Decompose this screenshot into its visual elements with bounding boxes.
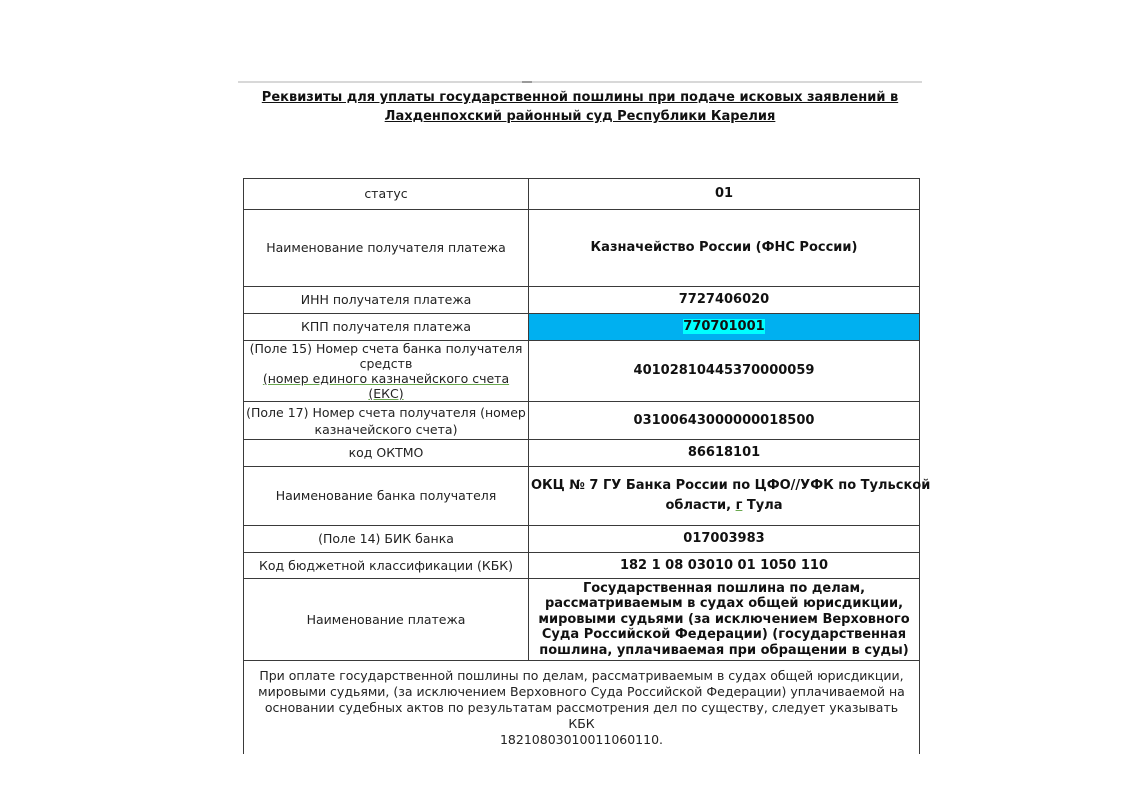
value-text: области,	[665, 498, 736, 513]
row-value-payment-name	[529, 579, 920, 661]
page-break-marker	[522, 81, 532, 83]
row-value-bank-account: 40102810445370000059	[529, 341, 920, 402]
row-label-kbk: Код бюджетной классификации (КБК)	[244, 553, 529, 579]
label-line: средств	[359, 356, 413, 371]
page-top-rule	[238, 81, 922, 83]
value-line: мировыми судьями (за исключением Верховного	[538, 611, 910, 627]
label-line: (номер единого казначейского счета (ЕКС)	[262, 371, 510, 401]
table-row	[244, 179, 920, 210]
table-row	[244, 661, 920, 755]
value-line: Суда Российской Федерации) (государственная	[541, 627, 907, 643]
row-label-treasury-account-field-17	[244, 402, 529, 440]
row-label-bank-account-field-15	[244, 341, 529, 402]
table-row	[244, 314, 920, 341]
row-label-kpp: КПП получателя платежа	[244, 314, 529, 341]
value-line: ОКЦ № 7 ГУ Банка России по ЦФО//УФК по Тульской	[531, 478, 931, 493]
row-value-kpp-highlighted	[529, 314, 920, 341]
row-value-inn: 7727406020	[529, 287, 920, 314]
value-line: пошлина, уплачиваемая при обращении в суды)	[539, 642, 909, 658]
row-value-treasury-account: 03100643000000018500	[529, 402, 920, 440]
table-row	[244, 210, 920, 287]
payment-details-table	[243, 178, 931, 754]
table-row	[244, 467, 920, 526]
note-line: При оплате государственной пошлины по делам, рассматриваемым в судах общей юрисдикции,	[259, 668, 904, 683]
note-line: 18210803010011060110.	[499, 732, 664, 747]
table-row	[244, 553, 920, 579]
row-label-oktmo: код ОКТМО	[244, 440, 529, 467]
label-line: казначейского счета)	[314, 421, 458, 437]
row-value-status: 01	[529, 179, 920, 210]
row-label-status: статус	[244, 179, 529, 210]
label-line: (Поле 17) Номер счета получателя (номер	[246, 404, 526, 420]
kbk-note	[244, 661, 920, 755]
value-line: рассматриваемым в судах общей юрисдикции,	[544, 596, 904, 612]
row-label-bik: (Поле 14) БИК банка	[244, 526, 529, 553]
table-row	[244, 526, 920, 553]
value-text-underlined: г	[735, 498, 743, 513]
row-label-inn: ИНН получателя платежа	[244, 287, 529, 314]
table-row	[244, 287, 920, 314]
table-row	[244, 402, 920, 440]
row-value-oktmo: 86618101	[529, 440, 920, 467]
row-label-bank-name: Наименование банка получателя	[244, 467, 529, 526]
value-line: Государственная пошлина по делам,	[582, 580, 866, 596]
row-value-bank-name	[529, 467, 931, 526]
row-label-payment-name: Наименование платежа	[244, 579, 529, 661]
note-line: основании судебных актов по результатам рассмотрения дел по существу, следует указывать КБК	[264, 700, 899, 731]
table-row	[244, 440, 920, 467]
title-line-2: Лахденпохский районный суд Республики Карелия	[384, 109, 776, 124]
document-title	[238, 88, 922, 126]
row-value-bik: 017003983	[529, 526, 920, 553]
kpp-value-text: 770701001	[683, 319, 765, 334]
value-line	[531, 496, 917, 516]
table-row	[244, 579, 920, 661]
note-line: мировыми судьями, (за исключением Верховного Суда Российской Федерации) уплачиваемой на	[258, 684, 905, 699]
row-label-recipient-name: Наименование получателя платежа	[244, 210, 529, 287]
row-value-kbk: 182 1 08 03010 01 1050 110	[529, 553, 920, 579]
title-line-1: Реквизиты для уплаты государственной пошлины при подаче исковых заявлений в	[261, 90, 899, 105]
label-line: (Поле 15) Номер счета банка получателя	[249, 341, 523, 356]
table-row	[244, 341, 920, 402]
row-value-recipient-name: Казначейство России (ФНС России)	[529, 210, 920, 287]
value-text: Тула	[742, 498, 783, 513]
